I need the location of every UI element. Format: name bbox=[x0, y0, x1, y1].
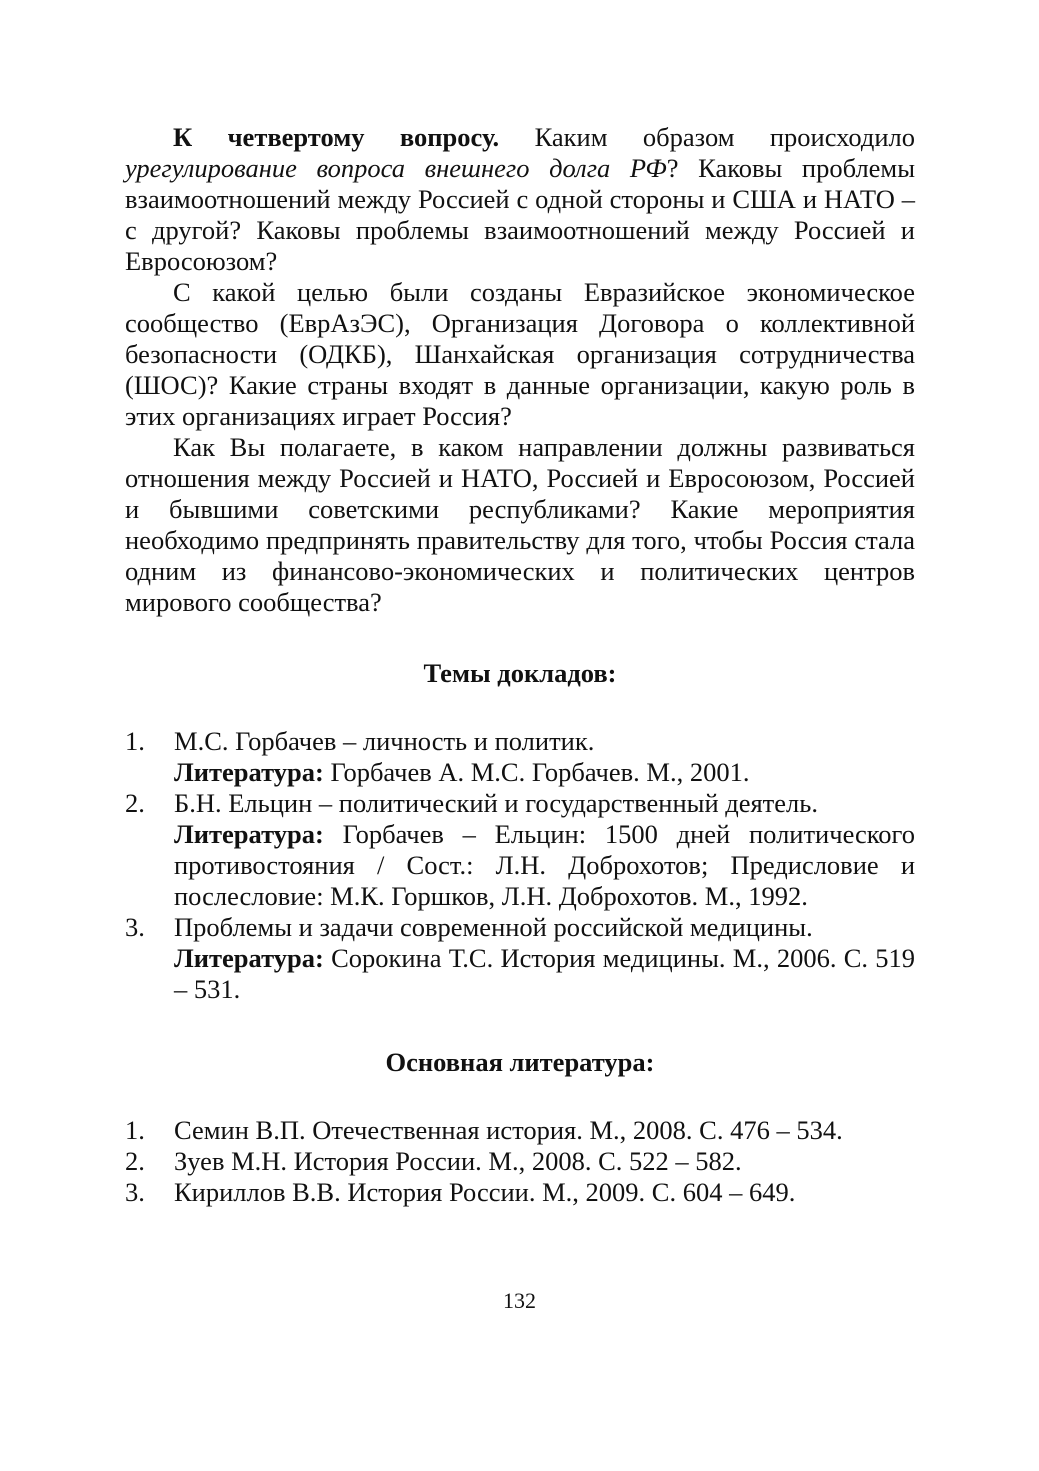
literature-entry: Кириллов В.В. История России. М., 2009. С. 604 – 649. bbox=[174, 1177, 796, 1207]
report-topic: Б.Н. Ельцин – политический и государственный деятель. bbox=[174, 788, 818, 818]
page-content bbox=[125, 122, 915, 1208]
question-4-text-end: ? Каковы проблемы взаимоотношений между Россией с одной стороны и США и НАТО – с другой? Каковы проблемы взаимоотношений между Россией и Евросоюзом? bbox=[125, 153, 916, 276]
literature-text: Горбачев – Ельцин: 1500 дней политического противостояния / Сост.: Л.Н. Доброхотов; Предисловие и послесловие: М.К. Горшков, Л.Н. Доброхотов. М., 1992. bbox=[174, 819, 915, 911]
literature-item bbox=[125, 1177, 915, 1208]
literature-item bbox=[125, 1146, 915, 1177]
literature-entry: Семин В.П. Отечественная история. М., 2008. С. 476 – 534. bbox=[174, 1115, 843, 1145]
main-literature-heading: Основная литература: bbox=[385, 1047, 655, 1077]
report-item bbox=[125, 912, 915, 1005]
page-number: 132 bbox=[503, 1288, 536, 1313]
main-literature-list bbox=[125, 1115, 915, 1208]
literature-label: Литература: bbox=[174, 819, 324, 849]
report-number: 3. bbox=[125, 912, 145, 942]
question-4-label: К четвертому вопросу. bbox=[173, 122, 500, 152]
report-number: 1. bbox=[125, 726, 145, 756]
literature-number: 1. bbox=[125, 1115, 145, 1145]
literature-number: 2. bbox=[125, 1146, 145, 1176]
question-4-text-start: Каким образом происходило bbox=[499, 122, 915, 152]
reports-heading: Темы докладов: bbox=[423, 658, 617, 688]
literature-label: Литература: bbox=[174, 943, 324, 973]
report-literature bbox=[174, 757, 915, 788]
relations-paragraph: Как Вы полагаете, в каком направлении должны развиваться отношения между Россией и НАТО, Россией и Евросоюзом, Россией и бывшими советскими республиками? Какие мероприятия необходимо предпринять правительству для того, чтобы Россия стала одним из финансово-экономических и политических центров мирового сообщества? bbox=[125, 432, 915, 617]
report-literature bbox=[174, 819, 915, 912]
report-item bbox=[125, 788, 915, 912]
report-item bbox=[125, 726, 915, 788]
question-4-italic-topic: урегулирование вопроса внешнего долга РФ bbox=[125, 153, 667, 183]
literature-text: Горбачев А. М.С. Горбачев. М., 2001. bbox=[323, 757, 750, 787]
report-number: 2. bbox=[125, 788, 145, 818]
organizations-paragraph: С какой целью были созданы Евразийское экономическое сообщество (ЕврАзЭС), Организация Договора о коллективной безопасности (ОДКБ), Шанхайская организация сотрудничества (ШОС)? Какие страны входят в данные организации, какую роль в этих организациях играет Россия? bbox=[125, 277, 915, 431]
report-literature bbox=[174, 943, 915, 1005]
literature-number: 3. bbox=[125, 1177, 145, 1207]
reports-list bbox=[125, 726, 915, 1005]
literature-item bbox=[125, 1115, 915, 1146]
report-topic: Проблемы и задачи современной российской медицины. bbox=[174, 912, 813, 942]
report-topic: М.С. Горбачев – личность и политик. bbox=[174, 726, 595, 756]
literature-label: Литература: bbox=[174, 757, 324, 787]
literature-entry: Зуев М.Н. История России. М., 2008. С. 522 – 582. bbox=[174, 1146, 742, 1176]
literature-text: Сорокина Т.С. История медицины. М., 2006. С. 519 – 531. bbox=[174, 943, 915, 1004]
question-4-paragraph bbox=[125, 122, 915, 277]
